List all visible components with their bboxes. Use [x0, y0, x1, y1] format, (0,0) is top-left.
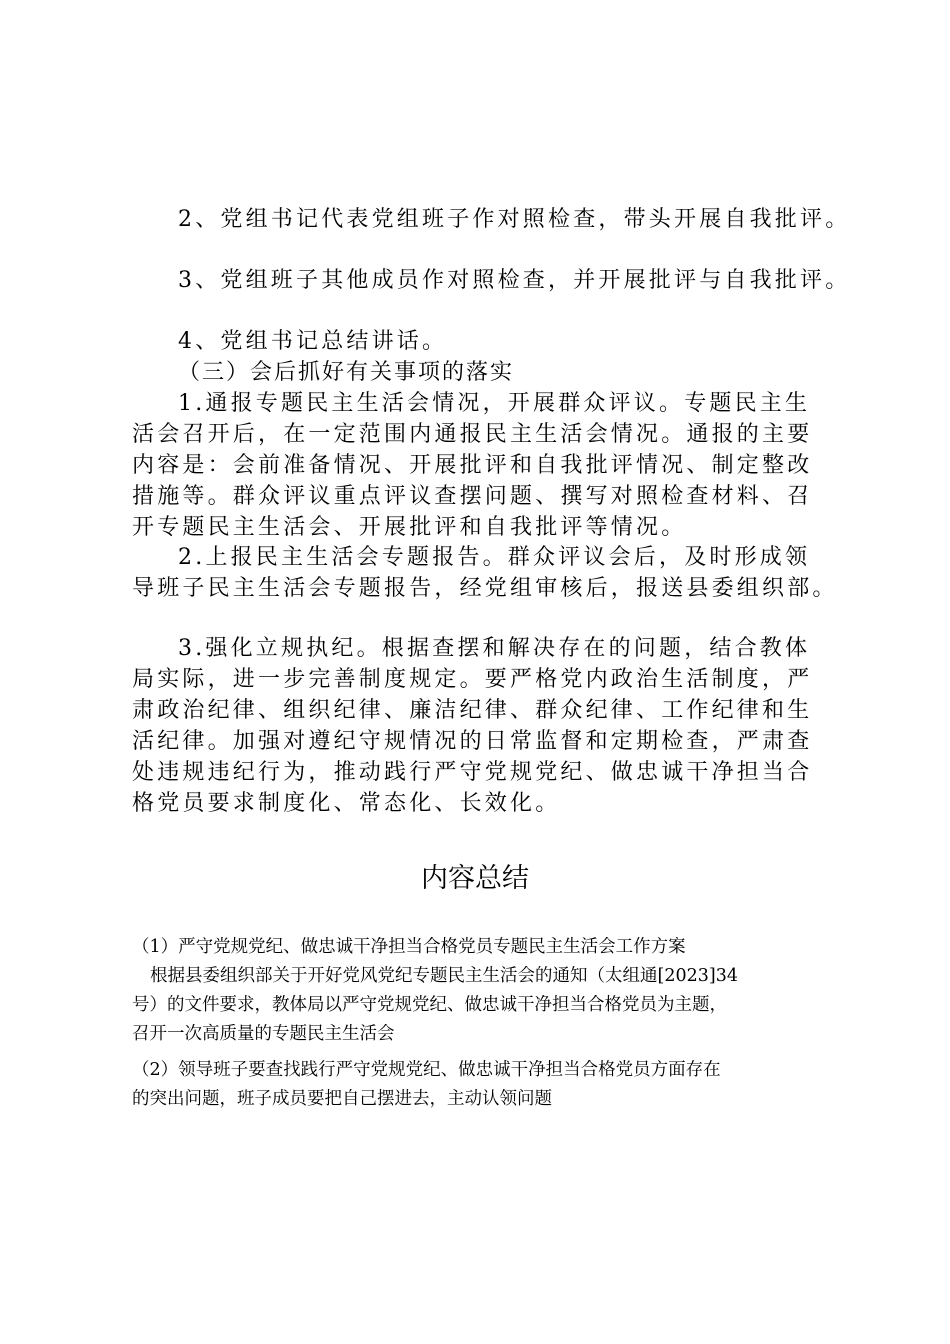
p2-line: 导班子民主生活会专题报告，经党组审核后，报送县委组织部。 [132, 576, 838, 601]
summary-line: 根据县委组织部关于开好党风党纪专题民主生活会的通知（太组通[2023]34 [150, 966, 738, 986]
p1-line: 开专题民主生活会、开展批评和自我批评等情况。 [132, 515, 687, 540]
p2-line: 2.上报民主生活会专题报告。群众评议会后，及时形成领 [178, 545, 811, 570]
p3-line: 格党员要求制度化、常态化、长效化。 [132, 791, 561, 816]
item-2: 2、党组书记代表党组班子作对照检查，带头开展自我批评。 [178, 207, 851, 232]
section-3-heading: （三）会后抓好有关事项的落实 [178, 360, 515, 385]
item-3: 3、党组班子其他成员作对照检查，并开展批评与自我批评。 [178, 268, 851, 293]
summary-line: （1）严守党规党纪、做忠诚干净担当合格党员专题民主生活会工作方案 [132, 937, 686, 957]
summary-line: 号）的文件要求，教体局以严守党规党纪、做忠诚干净担当合格党员为主题， [132, 995, 727, 1015]
p1-line: 活会召开后，在一定范围内通报民主生活会情况。通报的主要 [132, 422, 813, 447]
summary-line: 的突出问题，班子成员要把自己摆进去，主动认领问题 [132, 1089, 552, 1109]
p3-line: 活纪律。加强对遵纪守规情况的日常监督和定期检查，严肃查 [132, 729, 813, 754]
item-4: 4、党组书记总结讲话。 [178, 329, 448, 354]
p1-line: 措施等。群众评议重点评议查摆问题、撰写对照检查材料、召 [132, 484, 813, 509]
summary-title: 内容总结 [421, 863, 529, 894]
p3-line: 处违规违纪行为，推动践行严守党规党纪、做忠诚干净担当合 [132, 760, 813, 785]
p1-line: 内容是：会前准备情况、开展批评和自我批评情况、制定整改 [132, 453, 813, 478]
p3-line: 肃政治纪律、组织纪律、廉洁纪律、群众纪律、工作纪律和生 [132, 698, 813, 723]
summary-line: 召开一次高质量的专题民主生活会 [132, 1024, 395, 1044]
p1-line: 1.通报专题民主生活会情况，开展群众评议。专题民主生 [178, 391, 811, 416]
summary-line: （2）领导班子要查找践行严守党规党纪、做忠诚干净担当合格党员方面存在 [132, 1060, 721, 1080]
p3-line: 3.强化立规执纪。根据查摆和解决存在的问题，结合教体 [178, 636, 811, 661]
p3-line: 局实际，进一步完善制度规定。要严格党内政治生活制度，严 [132, 667, 813, 692]
